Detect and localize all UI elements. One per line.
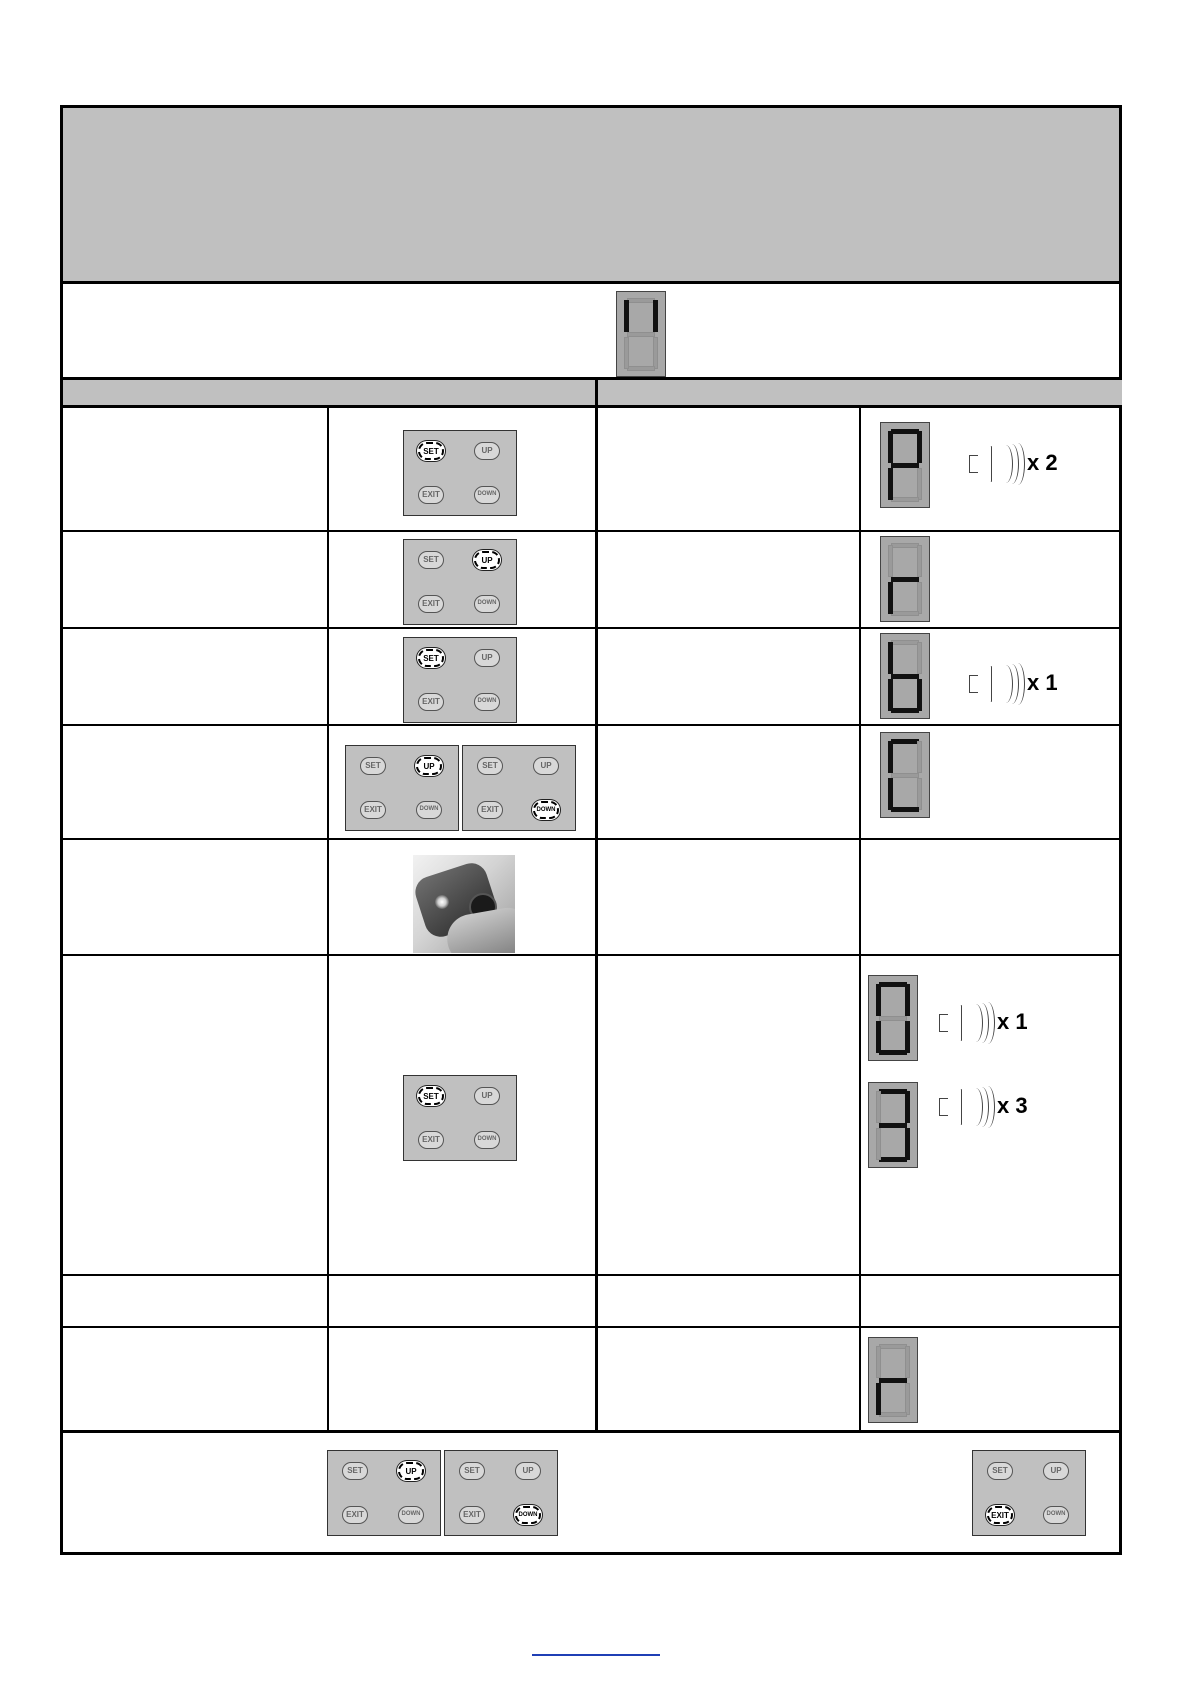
sound-wave: [981, 1002, 995, 1044]
segment-d: [891, 807, 919, 812]
table-row: [63, 726, 1119, 840]
down-button[interactable]: DOWN: [398, 1506, 424, 1524]
segment-c: [653, 337, 658, 369]
up-button[interactable]: UP: [474, 551, 500, 569]
segment-f: [888, 545, 893, 577]
segment-d: [627, 366, 655, 371]
seven-segment-display: [880, 633, 930, 719]
seven-segment-display: [880, 536, 930, 622]
segment-g: [879, 1378, 907, 1383]
segment-a: [879, 1089, 907, 1094]
column-header-left: [63, 380, 595, 408]
segment-d: [891, 708, 919, 713]
segment-b: [653, 300, 658, 332]
table-header: [63, 108, 1119, 284]
segment-e: [876, 1128, 881, 1160]
segment-g: [879, 1123, 907, 1128]
speaker-icon: [939, 1000, 1029, 1046]
segment-d: [891, 611, 919, 616]
segment-a: [627, 298, 655, 303]
button-panel: [403, 539, 517, 625]
set-button[interactable]: SET: [342, 1462, 368, 1480]
segment-b: [917, 431, 922, 463]
intro-row: [63, 284, 1119, 380]
up-button[interactable]: UP: [1043, 1462, 1069, 1480]
exit-button[interactable]: EXIT: [418, 1131, 444, 1149]
column-divider: [595, 380, 598, 1433]
segment-e: [624, 337, 629, 369]
set-button[interactable]: SET: [418, 551, 444, 569]
button-panel: [462, 745, 576, 831]
button-panel: [403, 430, 517, 516]
segment-c: [905, 1128, 910, 1160]
sound-wave: [1011, 663, 1025, 705]
table-row: [63, 1328, 1119, 1433]
column-header-right: [597, 380, 1122, 408]
segment-b: [905, 1346, 910, 1378]
segment-g: [627, 332, 655, 337]
set-button[interactable]: SET: [418, 649, 444, 667]
seven-segment-display: [868, 975, 918, 1061]
speaker-body: [969, 675, 979, 693]
footer-link-underline[interactable]: [532, 1654, 660, 1656]
sound-wave: [1011, 443, 1025, 485]
sound-wave: [981, 1086, 995, 1128]
up-button[interactable]: UP: [398, 1462, 424, 1480]
exit-button[interactable]: EXIT: [459, 1506, 485, 1524]
segment-e: [888, 778, 893, 810]
down-button[interactable]: DOWN: [1043, 1506, 1069, 1524]
button-panel: [972, 1450, 1086, 1536]
set-button[interactable]: SET: [360, 757, 386, 775]
segment-f: [876, 1091, 881, 1123]
segment-c: [905, 1021, 910, 1053]
seven-segment-display: [868, 1082, 918, 1168]
set-button[interactable]: SET: [987, 1462, 1013, 1480]
segment-b: [917, 741, 922, 773]
table-row: [63, 408, 1119, 532]
segment-f: [876, 984, 881, 1016]
segment-g: [891, 577, 919, 582]
segment-e: [876, 1021, 881, 1053]
segment-f: [876, 1346, 881, 1378]
seven-segment-display: [880, 732, 930, 818]
speaker-body: [939, 1014, 949, 1032]
segment-f: [888, 741, 893, 773]
column-divider: [859, 408, 861, 1433]
exit-button[interactable]: EXIT: [477, 801, 503, 819]
button-panel: [403, 637, 517, 723]
speaker-cone: [948, 1089, 962, 1125]
instruction-table: [60, 105, 1122, 1555]
exit-button[interactable]: EXIT: [342, 1506, 368, 1524]
segment-g: [891, 463, 919, 468]
up-button[interactable]: UP: [533, 757, 559, 775]
speaker-cone: [978, 446, 992, 482]
segment-g: [891, 773, 919, 778]
segment-c: [917, 778, 922, 810]
column-divider: [327, 408, 329, 1433]
segment-f: [888, 431, 893, 463]
down-button[interactable]: DOWN: [474, 595, 500, 613]
set-button[interactable]: SET: [477, 757, 503, 775]
segment-a: [891, 739, 919, 744]
segment-e: [876, 1383, 881, 1415]
segment-b: [917, 545, 922, 577]
segment-c: [917, 468, 922, 500]
segment-a: [891, 543, 919, 548]
down-button[interactable]: DOWN: [533, 801, 559, 819]
exit-button[interactable]: EXIT: [987, 1506, 1013, 1524]
up-button[interactable]: UP: [474, 442, 500, 460]
seven-segment-display: [868, 1337, 918, 1423]
speaker-cone: [948, 1005, 962, 1041]
table-row: [63, 840, 1119, 956]
segment-d: [879, 1412, 907, 1417]
exit-button[interactable]: EXIT: [418, 486, 444, 504]
segment-e: [888, 582, 893, 614]
down-button[interactable]: DOWN: [474, 1131, 500, 1149]
segment-b: [905, 1091, 910, 1123]
down-button[interactable]: DOWN: [515, 1506, 541, 1524]
segment-d: [879, 1050, 907, 1055]
speaker-icon: [969, 441, 1059, 487]
button-panel: [444, 1450, 558, 1536]
segment-b: [905, 984, 910, 1016]
segment-g: [879, 1016, 907, 1021]
segment-d: [891, 497, 919, 502]
button-panel: [403, 1075, 517, 1161]
speaker-icon: [969, 661, 1059, 707]
segment-d: [879, 1157, 907, 1162]
down-button[interactable]: DOWN: [474, 693, 500, 711]
segment-c: [917, 679, 922, 711]
speaker-cone: [978, 666, 992, 702]
segment-e: [888, 468, 893, 500]
up-button[interactable]: UP: [515, 1462, 541, 1480]
set-button[interactable]: SET: [459, 1462, 485, 1480]
seven-segment-display: [616, 291, 666, 377]
up-button[interactable]: UP: [416, 757, 442, 775]
down-button[interactable]: DOWN: [474, 486, 500, 504]
speaker-body: [939, 1098, 949, 1116]
segment-a: [891, 640, 919, 645]
exit-button[interactable]: EXIT: [418, 595, 444, 613]
beep-count: x 1: [997, 1009, 1028, 1034]
button-panel: [345, 745, 459, 831]
set-button[interactable]: SET: [418, 1087, 444, 1105]
segment-f: [624, 300, 629, 332]
exit-button[interactable]: EXIT: [360, 801, 386, 819]
speaker-icon: [939, 1084, 1029, 1130]
speaker-body: [969, 455, 979, 473]
button-panel: [327, 1450, 441, 1536]
down-button[interactable]: DOWN: [416, 801, 442, 819]
segment-a: [879, 982, 907, 987]
led-icon: [435, 895, 449, 909]
segment-e: [888, 679, 893, 711]
beep-count: x 3: [997, 1093, 1028, 1118]
up-button[interactable]: UP: [474, 649, 500, 667]
segment-c: [917, 582, 922, 614]
segment-a: [879, 1344, 907, 1349]
beep-count: x 1: [1027, 670, 1058, 695]
beep-count: x 2: [1027, 450, 1058, 475]
remote-control-photo: [413, 855, 515, 953]
exit-button[interactable]: EXIT: [418, 693, 444, 711]
table-row: [63, 629, 1119, 726]
set-button[interactable]: SET: [418, 442, 444, 460]
segment-b: [917, 642, 922, 674]
segment-a: [891, 429, 919, 434]
table-row: [63, 1276, 1119, 1328]
segment-f: [888, 642, 893, 674]
segment-c: [905, 1383, 910, 1415]
up-button[interactable]: UP: [474, 1087, 500, 1105]
seven-segment-display: [880, 422, 930, 508]
segment-g: [891, 674, 919, 679]
table-row: [63, 532, 1119, 629]
